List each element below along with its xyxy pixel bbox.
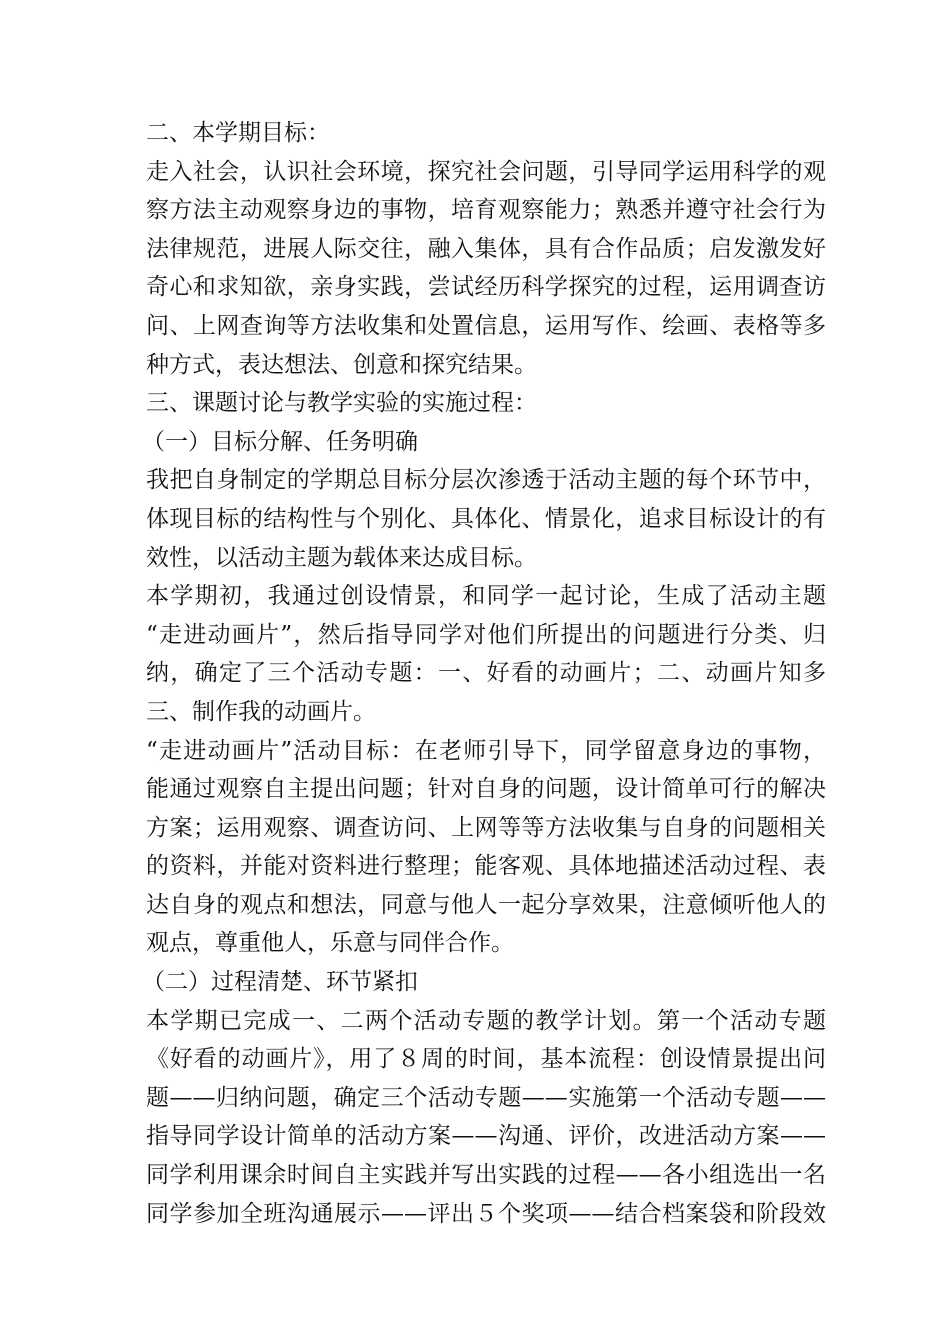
subsection-heading-1: （一）目标分解、任务明确 [142,428,418,455]
paragraph-line: “走进动画片”活动目标：在老师引导下，同学留意身边的事物， [146,737,826,764]
paragraph-line: 题——归纳问题，确定三个活动专题——实施第一个活动专题—— [146,1084,826,1111]
paragraph-line: 纳，确定了三个活动专题：一、好看的动画片；二、动画片知多 [146,660,826,687]
paragraph-line: 指导同学设计简单的活动方案——沟通、评价，改进活动方案—— [146,1123,826,1150]
paragraph-line: 体现目标的结构性与个别化、具体化、情景化，追求目标设计的有 [146,505,826,532]
section-heading-process: 三、课题讨论与教学实验的实施过程： [146,390,537,417]
paragraph-line: 的资料，并能对资料进行整理；能客观、具体地描述活动过程、表 [146,853,826,880]
paragraph-line: 法律规范，进展人际交往，融入集体，具有合作品质；启发激发好 [146,235,826,262]
paragraph-line: 奇心和求知欲，亲身实践，尝试经历科学探究的过程，运用调查访 [146,274,826,301]
paragraph-line: 方案；运用观察、调查访问、上网等等方法收集与自身的问题相关 [146,814,826,841]
subsection-heading-2: （二）过程清楚、环节紧扣 [142,969,418,996]
paragraph-line: 同学利用课余时间自主实践并写出实践的过程——各小组选出一名 [146,1162,826,1189]
paragraph-line: 察方法主动观察身边的事物，培育观察能力；熟悉并遵守社会行为 [146,197,826,224]
paragraph-line: 《好看的动画片》，用了８周的时间，基本流程：创设情景提出问 [146,1046,826,1073]
paragraph-line: 达自身的观点和想法，同意与他人一起分享效果，注意倾听他人的 [146,891,826,918]
document-body [142,114,826,1233]
paragraph-line: 本学期初，我通过创设情景，和同学一起讨论，生成了活动主题 [146,583,826,610]
paragraph-line: “走进动画片”，然后指导同学对他们所提出的问题进行分类、归 [146,621,826,648]
paragraph-line: 三、制作我的动画片。 [146,698,376,725]
section-heading-goals: 二、本学期目标： [146,120,330,146]
paragraph-line: 效性，以活动主题为载体来达成目标。 [146,544,537,571]
paragraph-line: 我把自身制定的学期总目标分层次渗透于活动主题的每个环节中， [146,467,826,494]
paragraph-line: 走入社会，认识社会环境，探究社会问题，引导同学运用科学的观 [146,158,826,185]
paragraph-line: 能通过观察自主提出问题；针对自身的问题，设计简单可行的解决 [146,776,826,803]
paragraph-line: 同学参加全班沟通展示——评出５个奖项——结合档案袋和阶段效 [146,1200,826,1227]
paragraph-line: 问、上网查询等方法收集和处置信息，运用写作、绘画、表格等多 [146,312,826,339]
paragraph-line: 观点，尊重他人，乐意与同伴合作。 [146,930,514,957]
paragraph-line: 本学期已完成一、二两个活动专题的教学计划。第一个活动专题 [146,1007,826,1034]
paragraph-line: 种方式，表达想法、创意和探究结果。 [146,351,537,378]
